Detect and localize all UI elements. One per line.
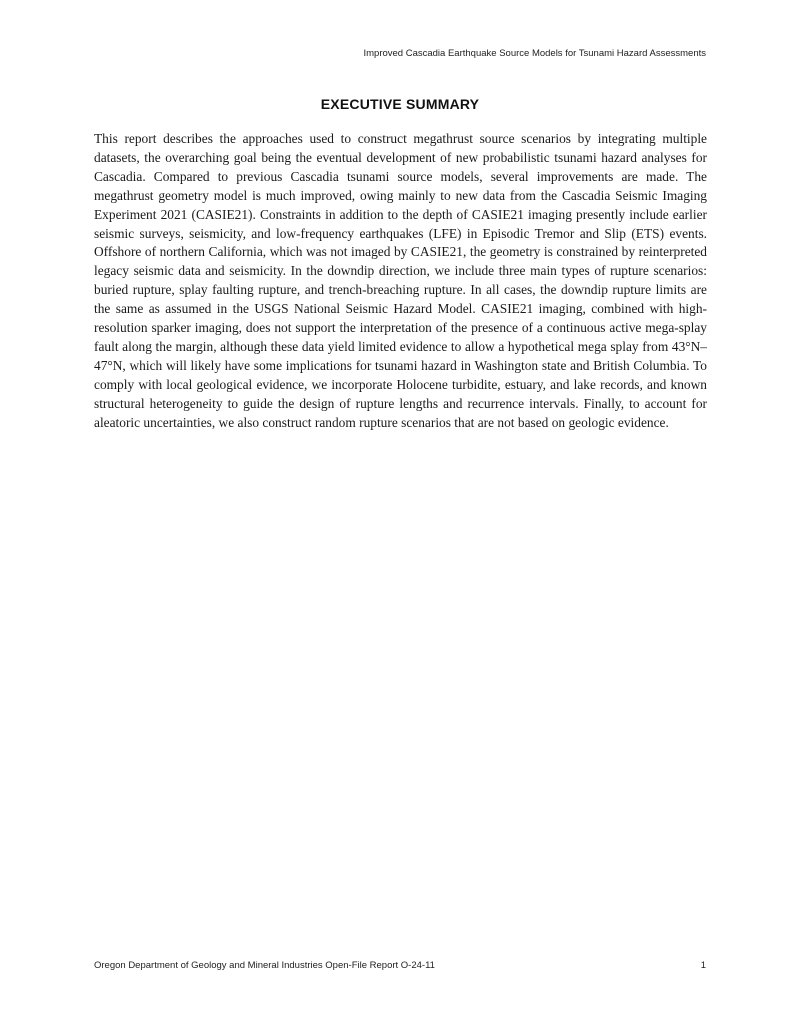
running-header: Improved Cascadia Earthquake Source Models for Tsunami Hazard Assessments	[363, 48, 706, 59]
summary-paragraph: This report describes the approaches used to construct megathrust source scenarios by integrating multiple datasets, the overarching goal being the eventual development of new probabilistic tsunami hazard analyses for Cascadia. Compared to previous Cascadia tsunami source models, several improvements are made. The megathrust geometry model is much improved, owing mainly to new data from the Cascadia Seismic Imaging Experiment 2021 (CASIE21). Constraints in addition to the depth of CASIE21 imaging presently include earlier seismic surveys, seismicity, and low-frequency earthquakes (LFE) in Episodic Tremor and Slip (ETS) events. Offshore of northern California, which was not imaged by CASIE21, the geometry is constrained by reinterpreted legacy seismic data and seismicity. In the downdip direction, we include three main types of rupture scenarios: buried rupture, splay faulting rupture, and trench-breaching rupture. In all cases, the downdip rupture limits are the same as assumed in the USGS National Seismic Hazard Model. CASIE21 imaging, combined with high-resolution sparker imaging, does not support the interpretation of the presence of a continuous active mega-splay fault along the margin, although these data yield limited evidence to allow a hypothetical mega splay from 43°N–47°N, which will likely have some implications for tsunami hazard in Washington state and British Columbia. To comply with local geological evidence, we incorporate Holocene turbidite, estuary, and lake records, and known structural heterogeneity to guide the design of rupture lengths and recurrence intervals. Finally, to account for aleatoric uncertainties, we also construct random rupture scenarios that are not based on geologic evidence.	[94, 131, 707, 430]
section-title: EXECUTIVE SUMMARY	[320, 96, 480, 112]
page-number: 1	[700, 960, 706, 971]
footer-report-citation: Oregon Department of Geology and Mineral Industries Open-File Report O-24-11	[94, 960, 435, 971]
